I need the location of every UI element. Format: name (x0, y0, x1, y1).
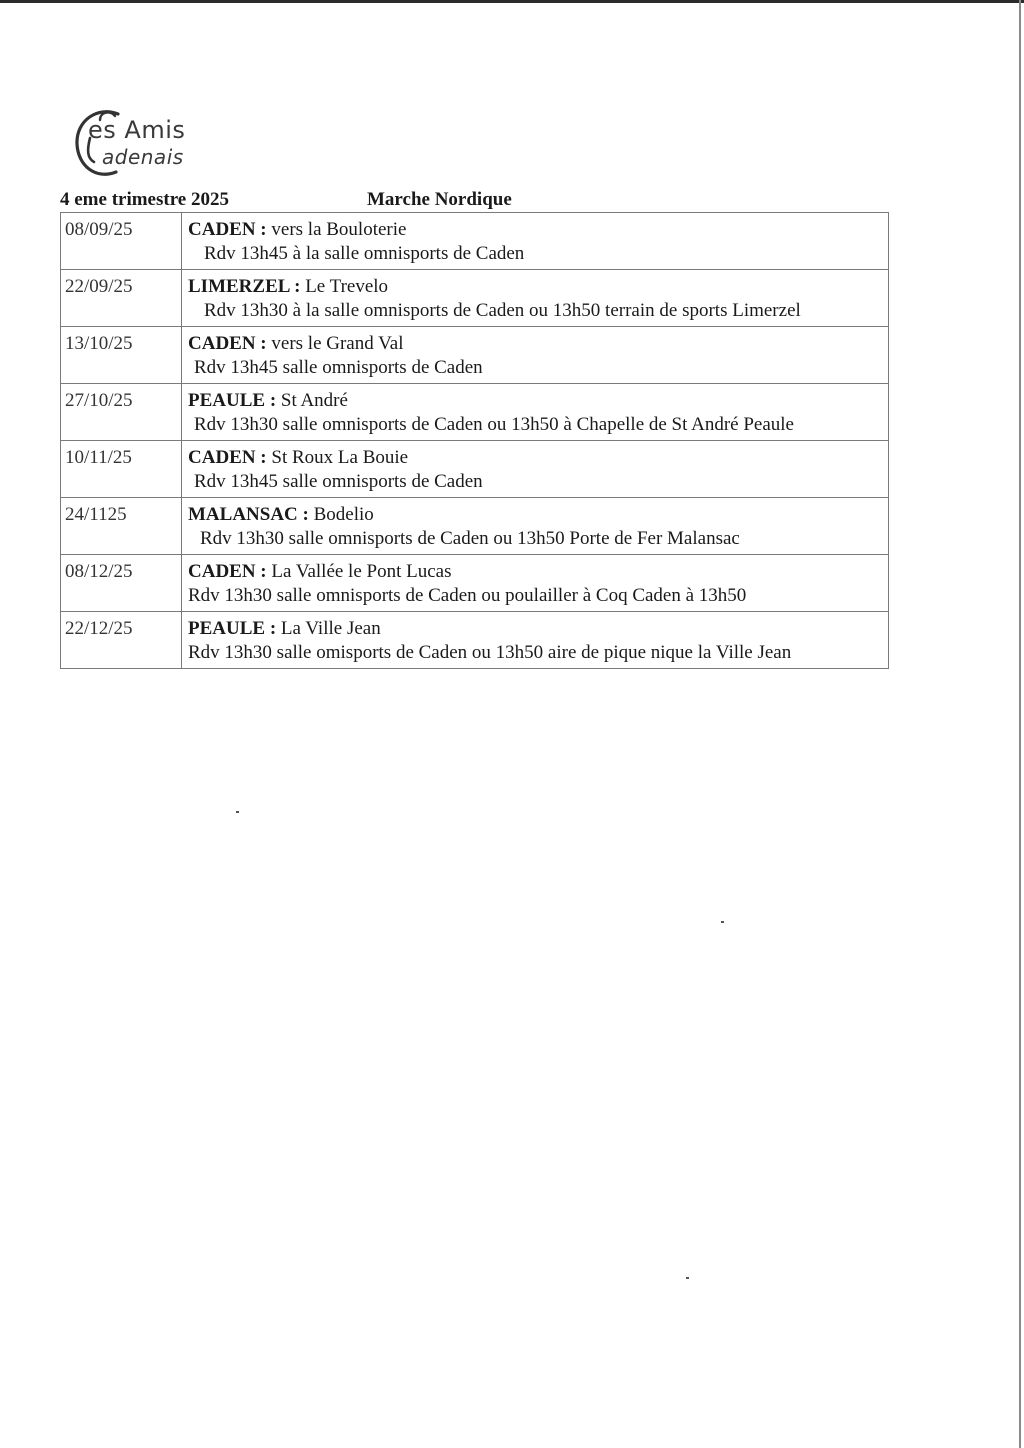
meeting-info: Rdv 13h30 salle omnisports de Caden ou 13h50 Porte de Fer Malansac (200, 528, 740, 549)
details-cell (182, 213, 889, 270)
place-name: CADEN : (188, 561, 267, 582)
place-name: LIMERZEL : (188, 276, 301, 297)
table-row (61, 270, 889, 327)
details-cell (182, 270, 889, 327)
date-cell: 27/10/25 (61, 384, 182, 441)
date-cell: 08/09/25 (61, 213, 182, 270)
place-name: CADEN : (188, 447, 267, 468)
meeting-info: Rdv 13h45 à la salle omnisports de Caden (204, 243, 525, 264)
logo-text-line2: adenais (102, 145, 184, 169)
table-row (61, 498, 889, 555)
table-row (61, 213, 889, 270)
place-name: CADEN : (188, 219, 267, 240)
meeting-info: Rdv 13h45 salle omnisports de Caden (194, 357, 483, 378)
date-cell: 22/12/25 (61, 612, 182, 669)
document-heading (60, 189, 660, 213)
destination: vers le Grand Val (266, 333, 404, 354)
table-row (61, 612, 889, 669)
period-title: 4 eme trimestre 2025 (60, 189, 229, 210)
meeting-info: Rdv 13h45 salle omnisports de Caden (194, 471, 483, 492)
details-cell (182, 555, 889, 612)
table-row (61, 327, 889, 384)
date-cell: 22/09/25 (61, 270, 182, 327)
place-name: PEAULE : (188, 390, 277, 411)
table-row (61, 384, 889, 441)
place-name: CADEN : (188, 333, 267, 354)
destination: Le Trevelo (300, 276, 389, 297)
table-row (61, 441, 889, 498)
date-cell: 10/11/25 (61, 441, 182, 498)
meeting-info: Rdv 13h30 salle omnisports de Caden ou 13h50 à Chapelle de St André Peaule (194, 414, 794, 435)
details-cell (182, 441, 889, 498)
activity-title: Marche Nordique (367, 189, 512, 210)
destination: St Roux La Bouie (266, 447, 409, 468)
date-cell: 13/10/25 (61, 327, 182, 384)
destination: St André (276, 390, 348, 411)
date-cell: 24/1125 (61, 498, 182, 555)
details-cell (182, 384, 889, 441)
scan-speck (236, 811, 239, 813)
meeting-info: Rdv 13h30 salle omnisports de Caden ou poulailler à Coq Caden à 13h50 (188, 585, 747, 606)
logo (70, 108, 230, 186)
details-cell (182, 612, 889, 669)
scan-edge-top (0, 0, 1024, 3)
destination: Bodelio (308, 504, 374, 525)
meeting-info: Rdv 13h30 à la salle omnisports de Caden ou 13h50 terrain de sports Limerzel (204, 300, 801, 321)
place-name: MALANSAC : (188, 504, 309, 525)
details-cell (182, 498, 889, 555)
scan-speck (721, 921, 724, 923)
destination: La Ville Jean (276, 618, 381, 639)
schedule-table (60, 212, 889, 669)
destination: vers la Bouloterie (266, 219, 407, 240)
date-cell: 08/12/25 (61, 555, 182, 612)
table-row (61, 555, 889, 612)
place-name: PEAULE : (188, 618, 277, 639)
logo-text-line1: es Amis (88, 116, 186, 144)
details-cell (182, 327, 889, 384)
scan-speck (686, 1277, 689, 1279)
destination: La Vallée le Pont Lucas (266, 561, 452, 582)
scan-edge-right (1019, 0, 1021, 1448)
meeting-info: Rdv 13h30 salle omisports de Caden ou 13h50 aire de pique nique la Ville Jean (188, 642, 792, 663)
